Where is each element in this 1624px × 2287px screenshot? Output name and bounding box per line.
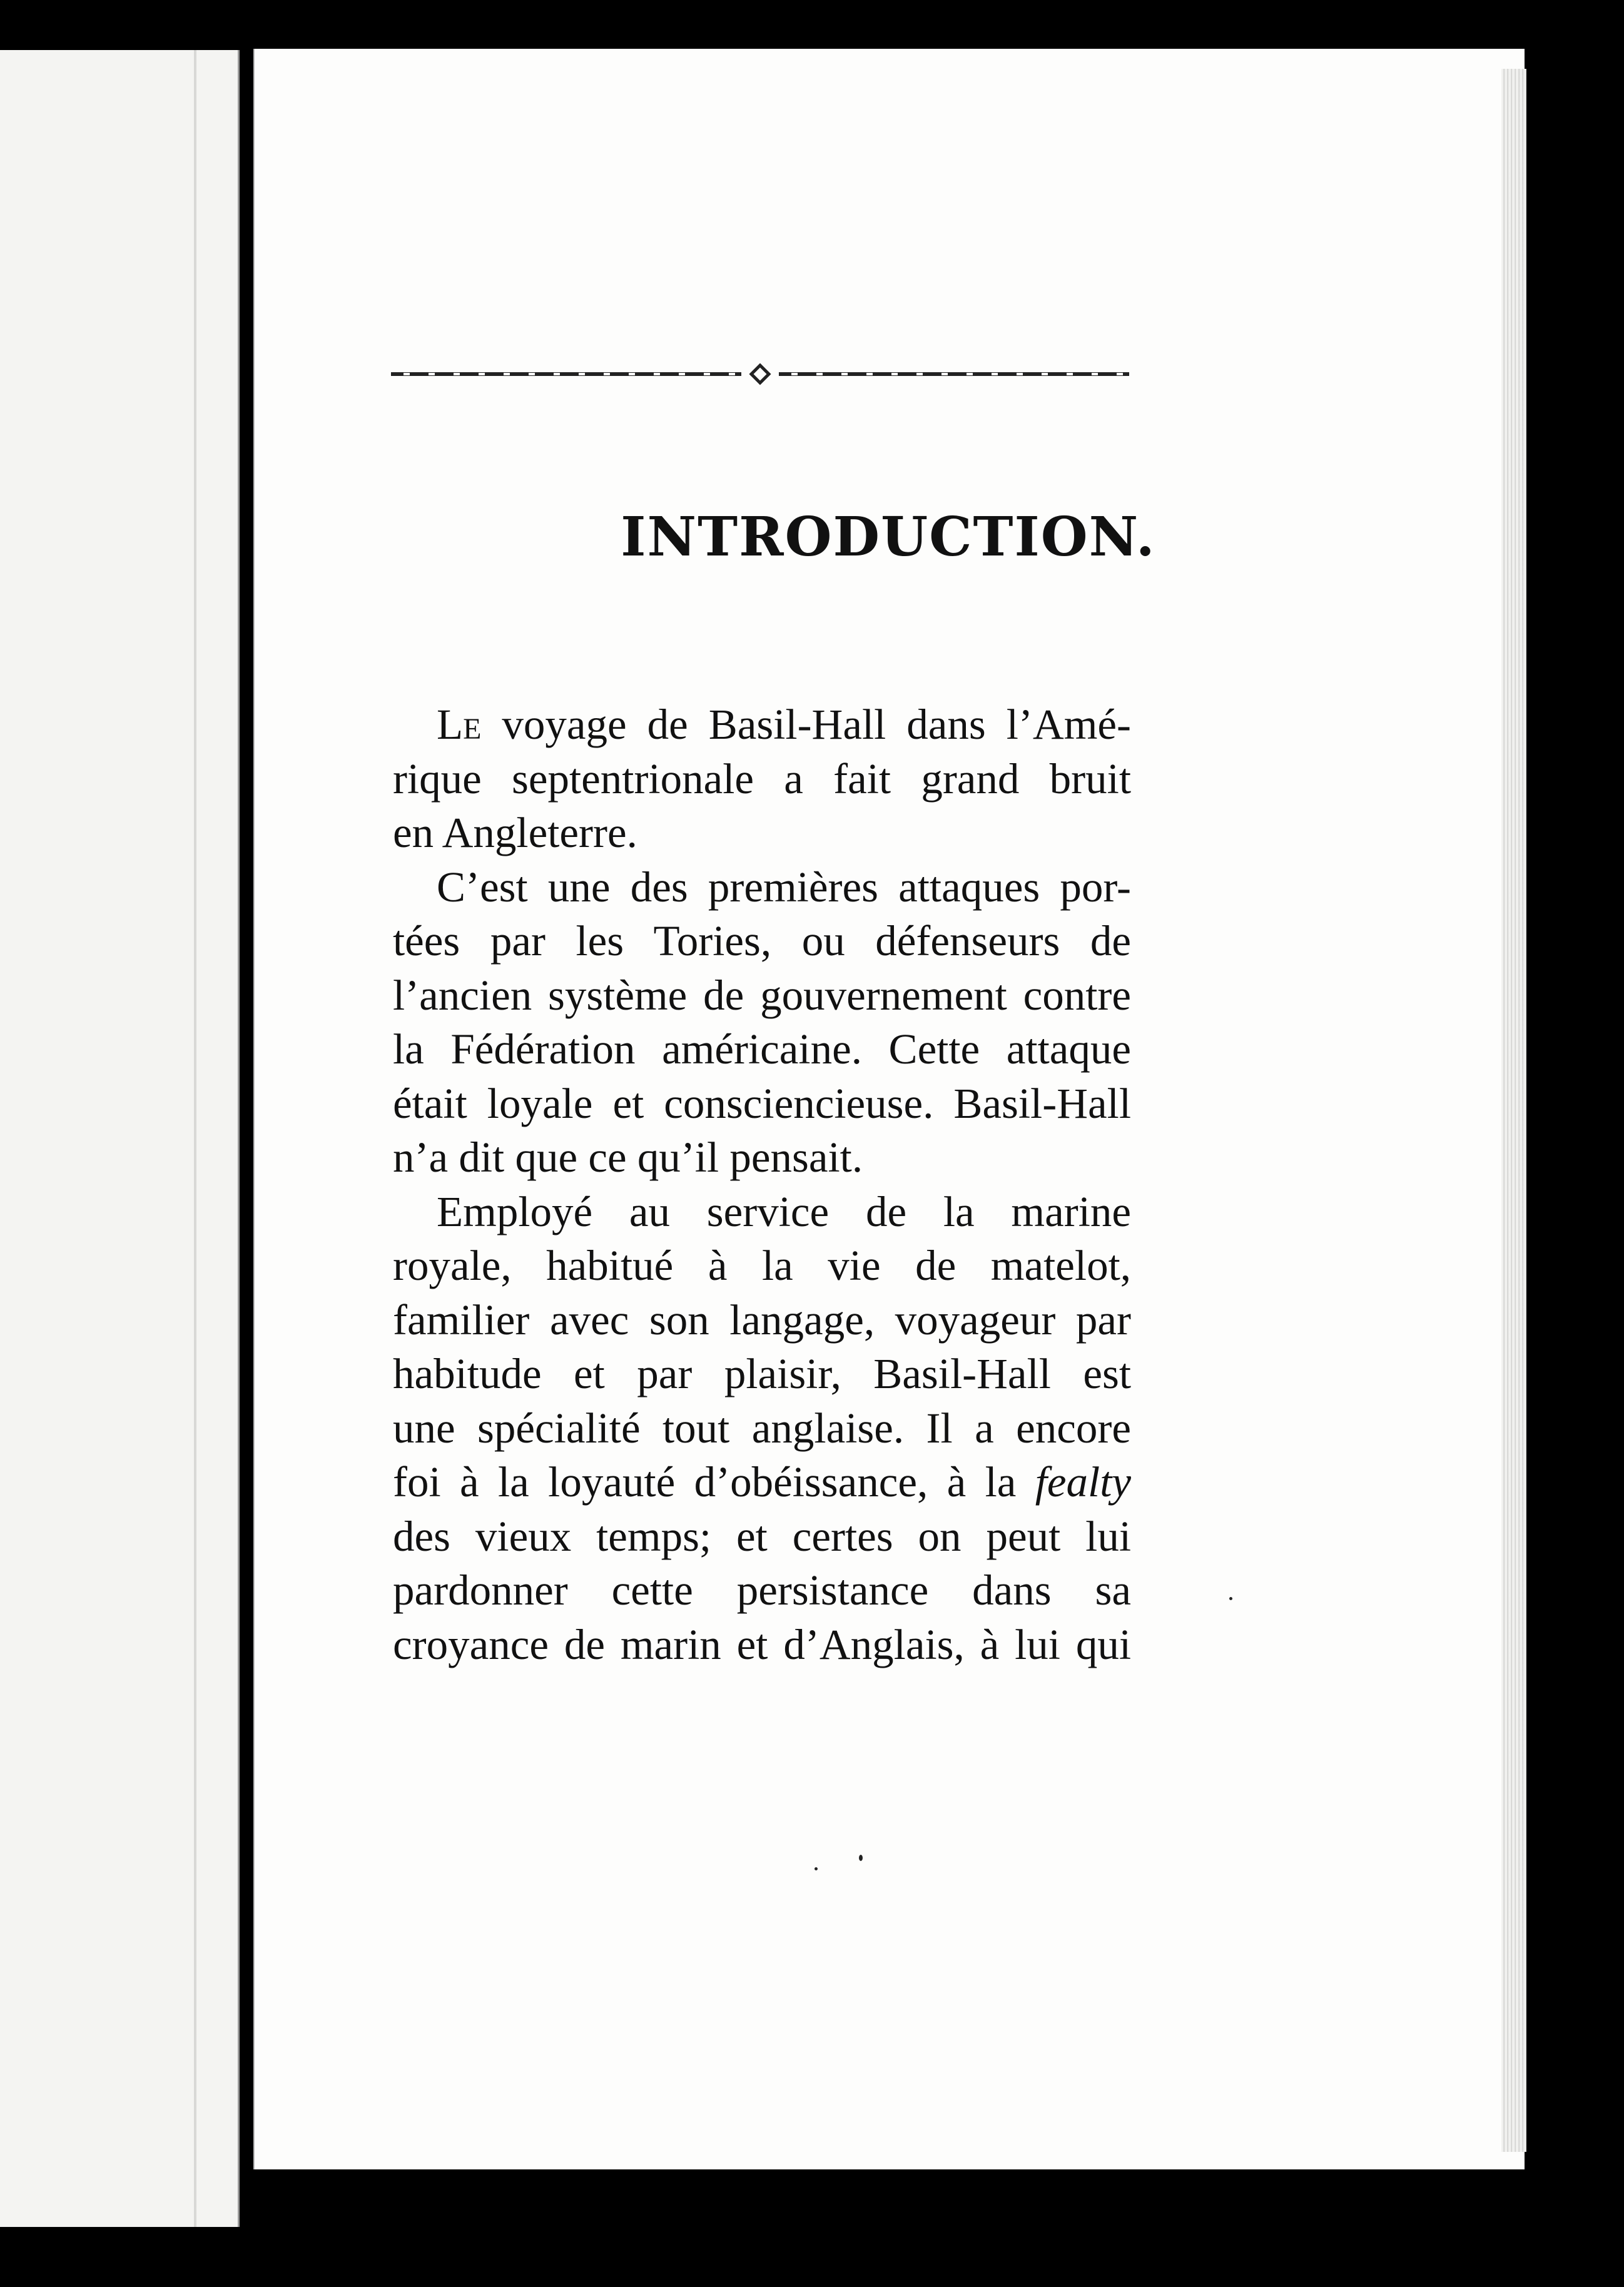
text-line: n’a dit que ce qu’il pensait.: [393, 1133, 863, 1181]
text-line: Employé au service de la marine: [437, 1187, 1131, 1235]
text-line: la Fédération américaine. Cette attaque: [393, 1025, 1131, 1073]
text-line: familier avec son langage, voyageur par: [393, 1296, 1131, 1344]
text-line: en Angleterre.: [393, 809, 637, 856]
paper-speck: [859, 1855, 863, 1861]
text-line: foi à la loyauté d’obéissance, à la fealty: [393, 1458, 1131, 1506]
paragraph-1: [393, 697, 1131, 860]
text-line: pardonner cette persistance dans sa: [393, 1566, 1131, 1614]
text-line: C’est une des premières attaques por-: [437, 863, 1131, 911]
paper-speck: [815, 1867, 818, 1870]
body-text: [393, 697, 1131, 1671]
paragraph-3: [393, 1185, 1131, 1672]
chapter-title: INTRODUCTION.: [621, 505, 1156, 569]
italic-word: fealty: [1035, 1458, 1131, 1506]
text-line: était loyale et consciencieuse. Basil-Hall: [393, 1079, 1131, 1127]
text-line: l’ancien système de gouvernement contre: [393, 971, 1131, 1019]
text-line: une spécialité tout anglaise. Il a encore: [393, 1404, 1131, 1452]
paper-speck: [1229, 1597, 1232, 1600]
facing-page: [0, 50, 240, 2227]
lead-smallcap: Le: [437, 701, 482, 748]
page-edge: [1501, 69, 1526, 2152]
text-line: des vieux temps; et certes on peut lui: [393, 1512, 1131, 1560]
text-line: royale, habitué à la vie de matelot,: [393, 1242, 1131, 1289]
text-line: croyance de marin et d’Anglais, à lui qui: [393, 1620, 1131, 1668]
text-line: tées par les Tories, ou défenseurs de: [393, 917, 1131, 965]
page-gutter: [194, 50, 196, 2227]
text-line: Le voyage de Basil-Hall dans l’Amé-: [437, 701, 1131, 748]
text-line: rique septentrionale a fait grand bruit: [393, 754, 1131, 803]
paragraph-2: [393, 860, 1131, 1185]
text-line: habitude et par plaisir, Basil-Hall est: [393, 1350, 1131, 1397]
ornamental-rule: [391, 362, 1129, 387]
